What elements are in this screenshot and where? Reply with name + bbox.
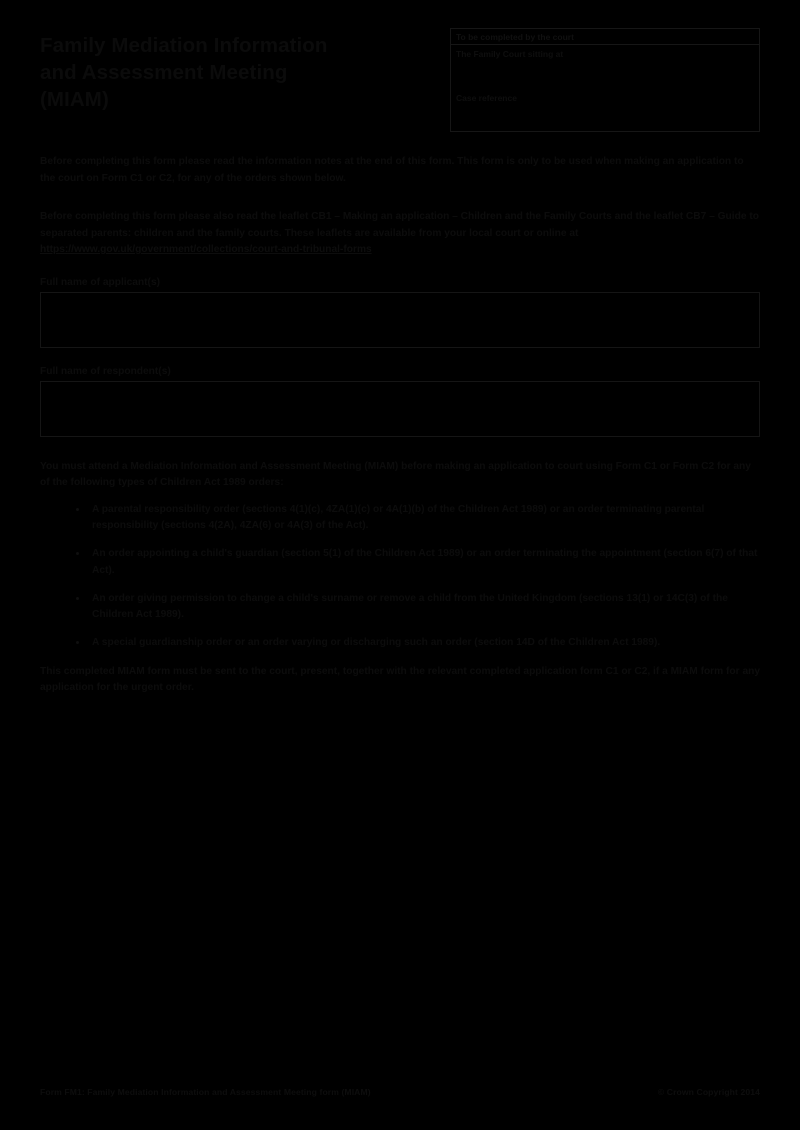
order-types-list (40, 502, 760, 652)
respondent-name-label: Full name of respondent(s) (40, 365, 171, 377)
footer-form-reference: Form FM1: Family Mediation Information and Assessment Meeting form (MIAM) (40, 1087, 371, 1097)
court-details-box (450, 28, 760, 132)
list-item: A parental responsibility order (sections 4(1)(c), 4ZA(1)(c) or 4A(1)(b) of the Children Act 1989) or an order terminating parental responsibility (sections 4(2A), 4ZA(6) or 4A(3) of the Act). (40, 502, 760, 535)
title-line-1: Family Mediation Information (40, 34, 328, 57)
requirement-paragraph: You must attend a Mediation Information and Assessment Meeting (MIAM) before making an application to court using Form C1 or Form C2 for any of the following types of Children Act 1989 orders: (40, 460, 751, 489)
intro-paragraph-2-text: Before completing this form please also read the leaflet CB1 – Making an application – Children and the Family Courts and the leaflet CB7 – Guide to separated parents: children and the family courts. These leaflets are available from your local court or online at (40, 211, 759, 239)
closing-paragraph: This completed MIAM form must be sent to the court, present, together with the relevant completed application form C1 or C2, if a MIAM form for any application for the urgent order. (40, 665, 760, 694)
header-row (40, 28, 760, 132)
page-title (40, 28, 430, 113)
intro-paragraph-2 (40, 209, 760, 259)
court-box-heading: To be completed by the court (451, 29, 759, 45)
list-item: An order giving permission to change a child's surname or remove a child from the United Kingdom (sections 13(1) or 14C(3) of the Children Act 1989). (40, 591, 760, 624)
page-content (40, 28, 760, 697)
court-forms-link[interactable]: https://www.gov.uk/government/collections/court-and-tribunal-forms (40, 244, 372, 256)
court-name-label: The Family Court sitting at (456, 49, 564, 59)
list-item: A special guardianship order or an order varying or discharging such an order (section 14D of the Children Act 1989). (40, 635, 760, 651)
case-reference-input[interactable] (451, 103, 759, 131)
footer-copyright: © Crown Copyright 2014 (657, 1087, 760, 1097)
intro-paragraph-1: Before completing this form please read the information notes at the end of this form. This form is only to be used when making an application to the court on Form C1 or C2, for any of the orders shown below. (40, 156, 744, 184)
applicant-name-input[interactable] (40, 292, 760, 348)
list-item: An order appointing a child's guardian (section 5(1) of the Children Act 1989) or an order terminating the appointment (section 6(7) of that Act). (40, 546, 760, 579)
case-reference-label: Case reference (456, 93, 517, 103)
title-line-2: and Assessment Meeting (40, 61, 288, 85)
respondent-name-input[interactable] (40, 381, 760, 437)
court-name-input[interactable] (451, 59, 759, 89)
page-footer (40, 1087, 760, 1097)
applicant-name-label: Full name of applicant(s) (40, 276, 160, 288)
title-line-3: (MIAM) (40, 88, 109, 112)
